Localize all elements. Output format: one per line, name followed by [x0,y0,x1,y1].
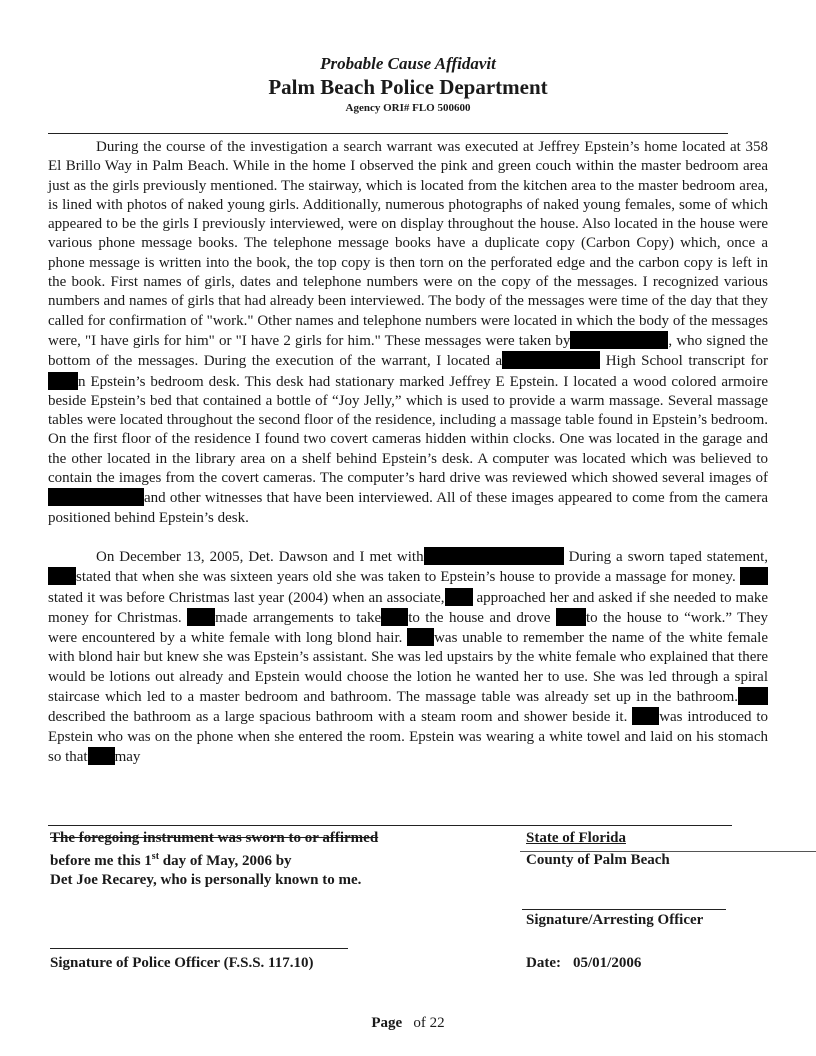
document-subtitle: Probable Cause Affidavit [320,54,496,73]
date-label: Date: [526,955,561,971]
redaction-box [502,351,600,369]
redaction-box [88,747,115,765]
footer-divider [48,825,732,826]
sworn-by-line: Det Joe Recarey, who is personally known to me. [50,872,362,888]
department-title: Palm Beach Police Department [268,75,548,99]
redaction-box [740,567,768,585]
sworn-statement: The foregoing instrument was sworn to or affirmed [50,830,379,846]
redaction-box [556,608,586,626]
paragraph-search-warrant: During the course of the investigation a search warrant was executed at Jeffrey Epstein’s home located at 358 El Brillo Way in Palm Beach. While in the home I observed the pink and green couch within the master bedroom area just as the girls previously mentioned. The stairway, which is located from the kitchen area to the master bedroom area, is lined with photos of naked young girls. Additionally, numerous photographs of naked young females, some of which appeared to be the girls I previously interviewed, were on display throughout the house. Also located in the house were various phone message books. The telephone message books have a duplicate copy (Carbon Copy) which, once a phone message is written into the book, the top copy is then torn on the perforated edge and the carbon copy is left in the book. First names of girls, dates and telephone numbers were on the copy of the messages. I recognized various numbers and names of girls that had already been interviewed. The body of the messages were time of the day that they called for confirmation of "work." Other names and telephone numbers were located in which the body of the messages were, "I have girls for him" or "I have 2 girls for him." These messages were taken by , who signed the bottom of the messages. During the execution of the warrant, I located a High School transcript for n Epstein’s bedroom desk. This desk had stationary marked Jeffrey E Epstein. I located a wood colored armoire beside Epstein’s bed that contained a bottle of “Joy Jelly,” which is used to provide a warm massage. Several massage tables were located throughout the second floor of the residence, including a massage table found in Epstein’s bedroom. On the first floor of the residence I found two covert cameras hidden within clocks. One was located in the garage and the other located in the library area on a shelf behind Epstein’s desk. A computer was located which was believed to contain the images from the covert cameras. The computer’s hard drive was reviewed which showed several images ofand other witnesses that have been interviewed. All of these images appeared to come from the camera positioned behind Epstein’s desk. [48,139,768,526]
police-signature-line [50,948,348,949]
redaction-box [738,687,768,705]
agency-ori: Agency ORI# FLO 500600 [345,102,471,114]
page-number: Page of 22 [371,1015,445,1031]
police-officer-signature-label: Signature of Police Officer (F.S.S. 117.10) [50,955,314,971]
redaction-box [187,608,215,626]
date-value: 05/01/2006 [572,955,642,971]
affidavit-body [48,138,768,767]
sworn-date-line: before me this 1st day of May, 2006 by [50,851,292,869]
redaction-box [48,567,76,585]
redaction-box [424,547,564,565]
redaction-box [445,588,473,606]
redaction-box [407,628,434,646]
arresting-signature-line [522,909,726,910]
paragraph-interview: On December 13, 2005, Det. Dawson and I met with During a sworn taped statement,stated that when she was sixteen years old she was taken to Epstein’s house to provide a massage for money. stated it was before Christmas last year (2004) when an associate, approached her and asked if she needed to make money for Christmas. made arrangements to take to the house and drove to the house to “work.” They were encountered by a white female with long blond hair. was unable to remember the name of the white female with blond hair but knew she was Epstein’s assistant. She was led upstairs by the white female who explained that there would be lotions out already and Epstein would choose the lotion he wanted her to use. She was led through a spiral staircase which led to a master bedroom and bathroom. The massage table was already set up in the bathroom.described the bathroom as a large spacious bathroom with a steam room and shower beside it. was introduced to Epstein who was on the phone when she entered the room. Epstein was wearing a white towel and laid on his stomach so that may [48,548,769,765]
redaction-box [570,331,668,349]
redaction-box [632,707,659,725]
redaction-box [48,488,144,506]
redaction-box [48,372,78,390]
county-label: County of Palm Beach [526,852,670,868]
header-divider [48,133,728,134]
date-line [526,955,641,972]
state-label: State of Florida [526,830,626,846]
redaction-box [381,608,408,626]
arresting-officer-signature-label: Signature/Arresting Officer [526,912,704,928]
